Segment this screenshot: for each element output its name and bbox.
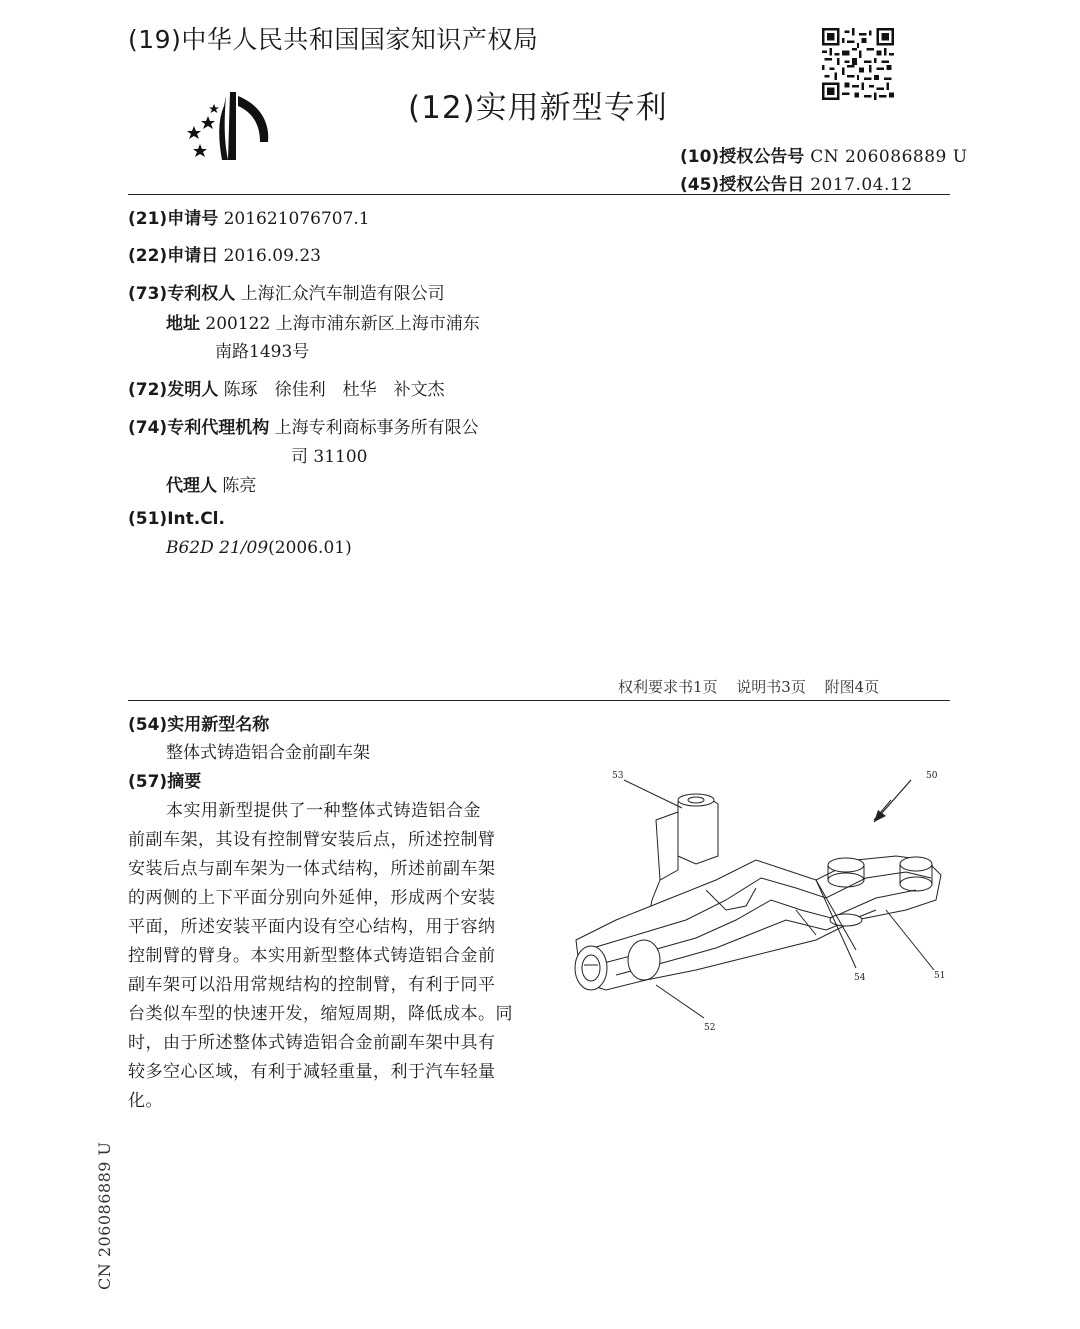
pages-divider	[128, 700, 950, 701]
patentee: 上海汇众汽车制造有限公司	[240, 284, 445, 304]
cnipa-logo-icon	[178, 86, 280, 164]
application-number-row	[128, 204, 370, 229]
publication-date: 2017.04.12	[810, 175, 913, 195]
inventors-label: (72)发明人	[128, 380, 219, 400]
patentee-label: (73)专利权人	[128, 284, 236, 304]
label-54: 54	[854, 973, 866, 983]
side-publication-number: CN 206086889 U	[95, 1141, 114, 1290]
ipc-code: B62D 21/09	[166, 538, 269, 558]
address-line-2-row	[215, 337, 309, 362]
patent-type-title: (12)实用新型专利	[408, 90, 668, 126]
label-53: 53	[612, 771, 624, 781]
abstract-line: 的两侧的上下平面分别向外延伸，形成两个安装	[128, 888, 496, 908]
patentee-row	[128, 279, 445, 304]
ipc-code-row	[166, 538, 352, 558]
publication-date-row	[680, 170, 913, 195]
page-count-note: 权利要求书1页 说明书3页 附图4页	[618, 678, 880, 696]
abstract-label	[128, 767, 201, 792]
abstract-line: 本实用新型提供了一种整体式铸造铝合金	[166, 801, 481, 821]
abstract-line: 台类似车型的快速开发，缩短周期，降低成本。同	[128, 1004, 513, 1024]
ipc-version: (2006.01)	[268, 538, 352, 558]
agent-row	[166, 471, 256, 496]
address-row	[166, 309, 480, 334]
abstract-line: 较多空心区域，有利于减轻重量，利于汽车轻量	[128, 1062, 496, 1082]
agent-label: 代理人	[166, 476, 217, 496]
inventors-row	[128, 375, 445, 400]
subframe-drawing	[556, 760, 956, 1040]
header-divider	[128, 194, 950, 195]
label-50: 50	[926, 771, 938, 781]
application-date-label: (22)申请日	[128, 246, 219, 266]
abstract-line: 时，由于所述整体式铸造铝合金前副车架中具有	[128, 1033, 496, 1053]
application-number: 201621076707.1	[223, 209, 370, 229]
qr-code-icon	[822, 28, 894, 100]
publication-number-label: (10)授权公告号	[680, 147, 805, 167]
publication-number-row	[680, 142, 968, 167]
label-52: 52	[704, 1023, 716, 1033]
application-date-row	[128, 241, 321, 266]
abstract-line: 化。	[128, 1091, 163, 1111]
agent: 陈亮	[222, 476, 257, 496]
publication-number: CN 206086889 U	[810, 147, 968, 167]
publication-date-label: (45)授权公告日	[680, 175, 805, 195]
ipc-label: (51)Int.Cl.	[128, 509, 225, 529]
address-label: 地址	[166, 314, 200, 334]
agency-line-1: 上海专利商标事务所有限公	[274, 418, 479, 438]
agency-label: (74)专利代理机构	[128, 418, 270, 438]
application-number-label: (21)申请号	[128, 209, 219, 229]
abstract-line: 平面，所述安装平面内设有空心结构，用于容纳	[128, 917, 496, 937]
agency-line-2-row	[291, 442, 367, 467]
title-label	[128, 710, 269, 735]
abstract-label-text: (57)摘要	[128, 772, 202, 792]
address-line-2: 南路1493号	[215, 342, 310, 362]
application-date: 2016.09.23	[223, 246, 321, 266]
abstract-line: 副车架可以沿用常规结构的控制臂，有利于同平	[128, 975, 496, 995]
ipc-row	[128, 509, 225, 529]
title-label-text: (54)实用新型名称	[128, 715, 270, 735]
office-title: (19)中华人民共和国国家知识产权局	[128, 25, 539, 54]
inventors: 陈琢 徐佳利 杜华 补文杰	[223, 380, 445, 400]
agency-row	[128, 413, 479, 438]
abstract-line: 安装后点与副车架为一体式结构，所述前副车架	[128, 859, 496, 879]
abstract-line: 前副车架，其设有控制臂安装后点，所述控制臂	[128, 830, 496, 850]
utility-model-title: 整体式铸造铝合金前副车架	[166, 743, 370, 763]
address-line-1: 200122 上海市浦东新区上海市浦东	[205, 314, 480, 334]
label-51: 51	[934, 971, 946, 981]
abstract-line: 控制臂的臂身。本实用新型整体式铸造铝合金前	[128, 946, 496, 966]
agency-line-2: 司 31100	[291, 447, 368, 467]
